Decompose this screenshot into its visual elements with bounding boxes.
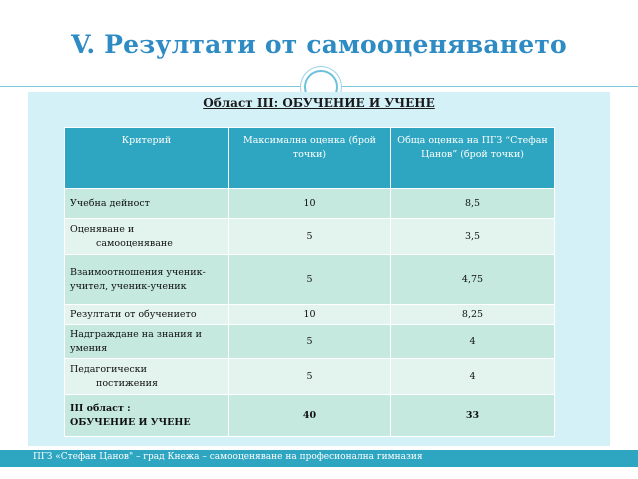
max-cell: 10 [229,305,391,325]
table-row [65,325,555,359]
criterion-line: самооценяване [96,237,173,249]
table-row [65,305,555,325]
criterion-line: Оценяване и [70,223,135,235]
criterion-cell: Учебна дейност [65,189,229,219]
max-cell: 40 [229,395,391,437]
criterion-cell [65,395,229,437]
criterion-line: III област : [70,402,131,414]
score-cell: 33 [391,395,555,437]
table-row [65,219,555,255]
header-criterion: Критерий [65,128,229,189]
header-school-score: Обща оценка на ПГЗ “Стефан Цанов” (брой точки) [391,128,555,189]
criterion-cell [65,219,229,255]
max-cell: 10 [229,189,391,219]
section-subtitle: Област III: ОБУЧЕНИЕ И УЧЕНЕ [203,96,435,110]
max-cell: 5 [229,219,391,255]
table-row [65,189,555,219]
score-cell: 4 [391,359,555,395]
criterion-cell: Взаимоотношения ученик-учител, ученик-ученик [65,255,229,305]
score-cell: 4,75 [391,255,555,305]
footer-text: ПГЗ «Стефан Цанов" – град Кнежа – самооценяване на професионална гимназия [33,452,423,462]
criterion-cell [65,359,229,395]
score-cell: 4 [391,325,555,359]
criterion-cell: Резултати от обучението [65,305,229,325]
table-header-row [65,128,555,189]
table-total-row [65,395,555,437]
header-max-score: Максимална оценка (брой точки) [229,128,391,189]
criterion-cell: Надграждане на знания и умения [65,325,229,359]
table-row [65,359,555,395]
criterion-line: ОБУЧЕНИЕ И УЧЕНЕ [70,416,191,428]
score-cell: 8,5 [391,189,555,219]
max-cell: 5 [229,325,391,359]
score-cell: 3,5 [391,219,555,255]
table-row [65,255,555,305]
max-cell: 5 [229,255,391,305]
criterion-line: Педагогически [70,363,147,375]
score-cell: 8,25 [391,305,555,325]
results-table [64,127,555,437]
criterion-line: постижения [96,377,158,389]
slide-title: V. Резултати от самооценяването [71,30,567,59]
max-cell: 5 [229,359,391,395]
